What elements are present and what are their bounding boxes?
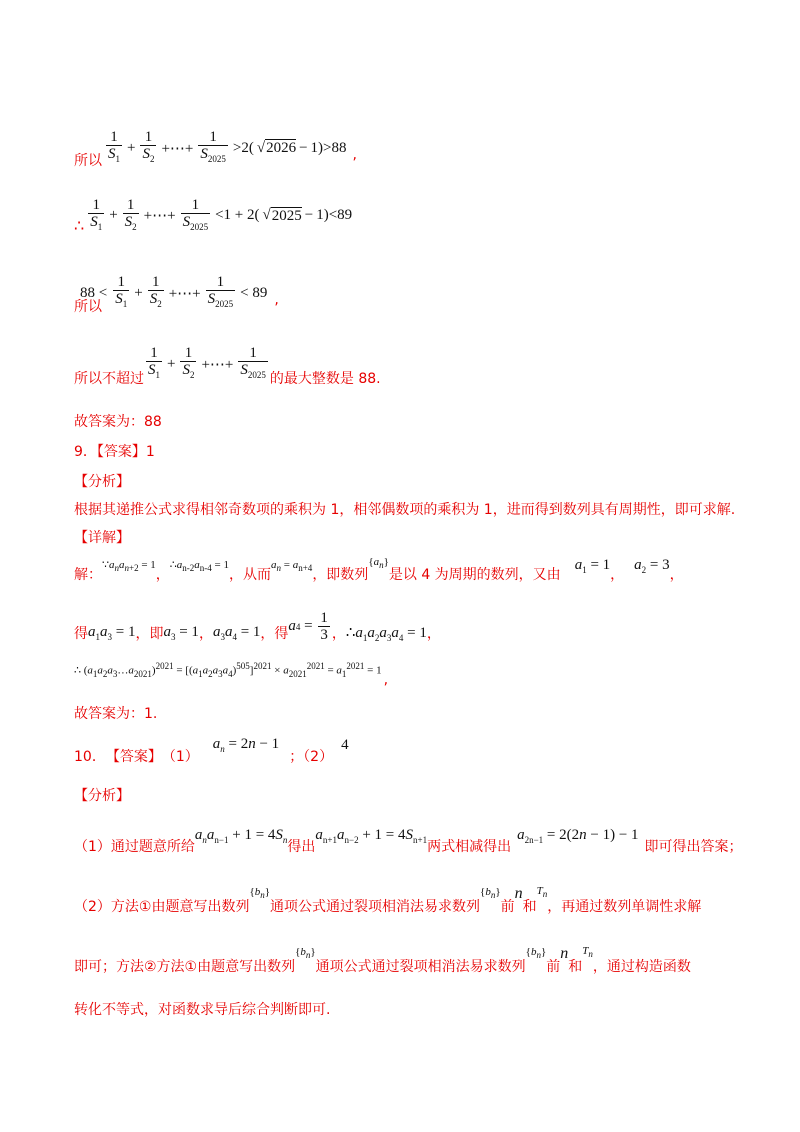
suffix-text: 的最大整数是 88. (269, 371, 381, 387)
analysis-heading-10: 【分析】 (74, 788, 130, 804)
q9-analysis-text: 根据其递推公式求得相邻奇数项的乘积为 1，相邻偶数项的乘积为 1，进而得到数列具有周期性，即可求解. (74, 502, 736, 518)
analysis-heading: 【分析】 (74, 474, 130, 490)
q9-detail-line-3: ∴ $(a_1a_2a_3\dots a_{2021})^{2021} = [(a_1a_2a_3a_4)^{505}]^{2021} \times a_{2021}^{2021} = a_1^{2021} = 1$ , (74, 661, 389, 688)
answer-8: 故答案为：88 (74, 414, 162, 430)
q10-answer-line: 10． 【答案】 （1） $a_n = 2n - 1$ ；（2） 4 (74, 736, 349, 765)
prefix-text: 所以不超过 (74, 371, 144, 387)
answer-9: 故答案为：1. (74, 706, 158, 722)
question-number: 9． (74, 444, 97, 460)
inequality-line-3: 所以 88 < $\frac{1}{S_1}$ + $\frac{1}{S_2}$ +⋯+ $\frac{1}{S_{2025}}$ < 89 , (74, 274, 279, 315)
q9-answer-line (74, 442, 155, 462)
q10-analysis-line-2: （2）方法①由题意写出数列 $\{b_n\}$ 通项公式通过裂项相消法易求数列 $\{b_n\}$ 前 n 和 $T_n$ ，再通过数列单调性求解 (74, 884, 702, 915)
suffix-text: , (274, 292, 279, 308)
inequality-line-4: 所以不超过 $\frac{1}{S_1}$ + $\frac{1}{S_2}$ +⋯+ $\frac{1}{S_{2025}}$ 的最大整数是 88. (74, 345, 381, 387)
prefix-text: 所以 (74, 299, 102, 315)
q10-analysis-line-3: 即可；方法②方法①由题意写出数列 $\{b_n\}$ 通项公式通过裂项相消法易求数列 $\{b_n\}$ 前 n 和 $T_n$ ，通过构造函数 (74, 944, 691, 975)
suffix-text: , (352, 147, 357, 163)
question-number: 10． (74, 749, 106, 765)
answer-tag: 【答案】 (105, 749, 162, 765)
therefore-symbol: ∴ (74, 216, 85, 235)
q9-detail-line-1: 解： $\because a_na_{n+2} = 1$ ， $\therefore a_{n-2}a_{n-4} = 1$ ，从而 $a_n = a_{n+4}$ ，即数列 $\{a_n\}$ 是以 4 为周期的数列，又由 $a_1 = 1$ ， $a_2 = 3$ ， (74, 555, 684, 583)
inequality-line-1: 所以 $\frac{1}{S_1}$ + $\frac{1}{S_2}$ +⋯+ $\frac{1}{S_{2025}}$ >2( √ 2026 − 1)>88 , (74, 129, 357, 169)
q10-analysis-line-1: （1）通过题意所给 $a_na_{n-1} + 1 = 4S_n$ 得出 $a_{n+1}a_{n-2} + 1 = 4S_{n+1}$ 两式相减得出 $a_{2n-1} = 2(2n - 1) - 1$ 即可得出答案； (74, 827, 743, 855)
answer-value: 1 (145, 444, 155, 460)
inequality-line-2: ∴ $\frac{1}{S_1}$ + $\frac{1}{S_2}$ +⋯+ $\frac{1}{S_{2025}}$ <1 + 2( √ 2025 − 1)<89 (74, 196, 353, 235)
q10-analysis-line-4: 转化不等式，对函数求导后综合判断即可. (74, 1002, 331, 1018)
answer-tag: 【答案】 (96, 444, 146, 460)
q9-detail-line-2: 得 $a_1a_3 = 1$ ，即 $a_3 = 1$ ， $a_3a_4 = 1$ ，得 a 4 = $\frac{1}{3}$ ， $\therefore a_1a_2a_3a_4 = 1$ ， (74, 610, 441, 643)
prefix-text: 所以 (74, 153, 102, 169)
detail-heading: 【详解】 (74, 530, 130, 546)
